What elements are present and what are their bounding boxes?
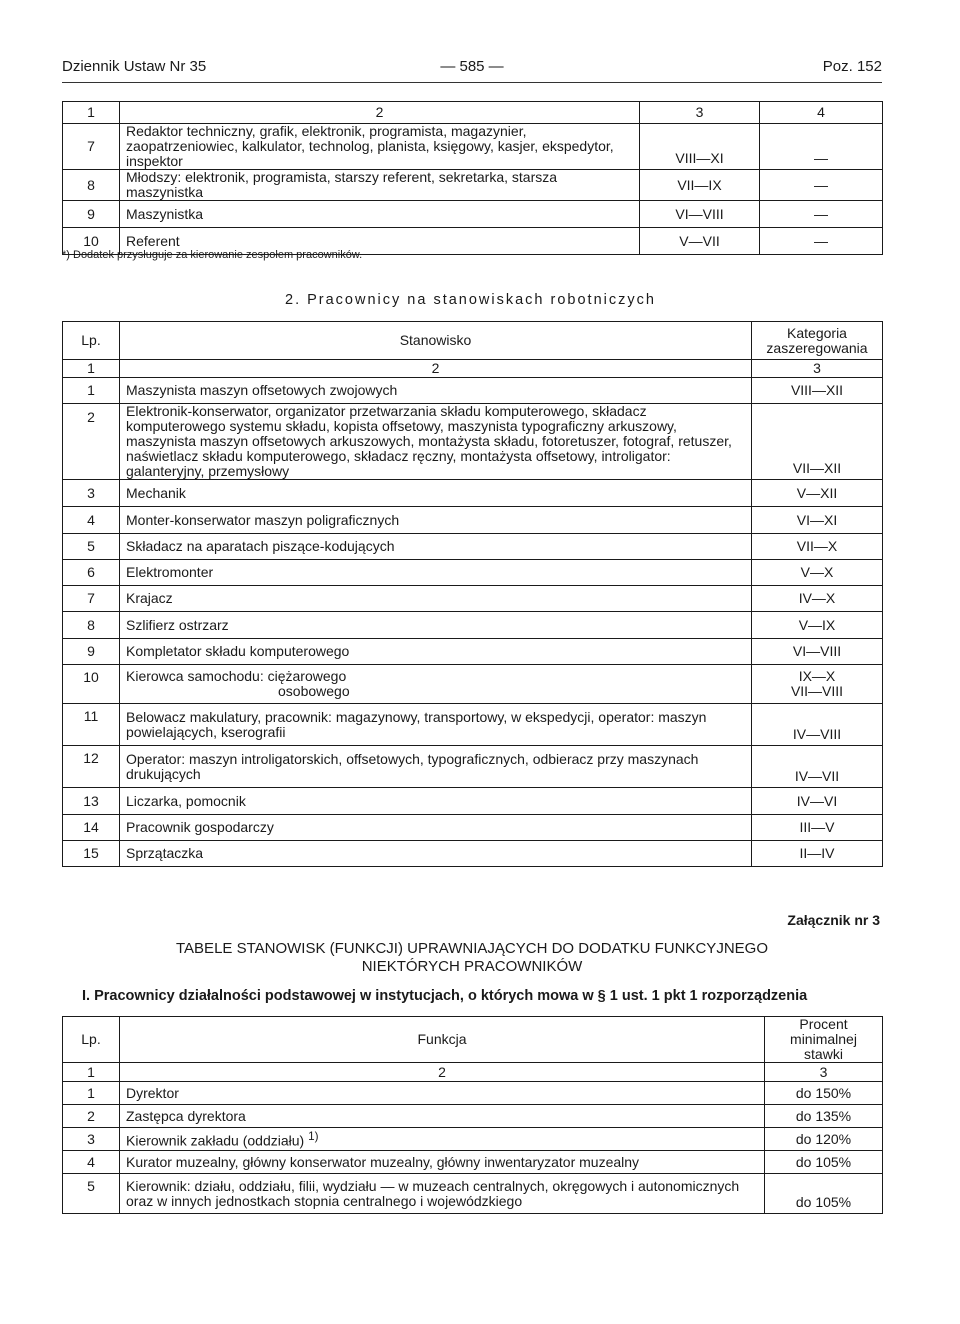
- row-name: Elektromonter: [120, 560, 752, 586]
- row-name: Krajacz: [120, 586, 752, 612]
- table-row: [63, 124, 883, 170]
- row-name: Zastępca dyrektora: [120, 1105, 765, 1128]
- row-lp: 6: [63, 560, 120, 586]
- table-header-numbers: [63, 102, 883, 124]
- row-name-group: [120, 665, 752, 704]
- header-rule: [62, 82, 882, 83]
- row-category-group: [752, 665, 883, 704]
- row-category: II—IV: [752, 841, 883, 867]
- col-number: 4: [760, 102, 883, 124]
- header-category: Kategoria zaszeregowania: [752, 322, 883, 360]
- row-category: VI—VIII: [752, 639, 883, 665]
- page-number: — 585 —: [440, 58, 504, 75]
- row-name: Kompletator składu komputerowego: [120, 639, 752, 665]
- row-name: Kierownik: działu, oddziału, filii, wydziału — w muzeach centralnych, okręgowych i autonomicznych oraz w innych jednostkach stopnia centralnego i wojewódzkiego: [120, 1174, 765, 1214]
- row-name: Kierownik zakładu (oddziału): [126, 1132, 305, 1149]
- row-lp: 12: [63, 746, 120, 788]
- row-percent: do 105%: [765, 1174, 883, 1214]
- section-subheading: I. Pracownicy działalności podstawowej w instytucjach, o których mowa w § 1 ust. 1 pkt 1 rozporządzenia: [82, 988, 808, 1004]
- table-row: [63, 1128, 883, 1151]
- table-row: [63, 704, 883, 746]
- row-name: Monter-konserwator maszyn poligraficznych: [120, 507, 752, 534]
- row-name: Mechanik: [120, 480, 752, 507]
- row-lp: 1: [63, 1082, 120, 1105]
- table-header: [63, 1017, 883, 1063]
- table-row: [63, 665, 883, 704]
- table-row: [63, 788, 883, 815]
- header-function: Funkcja: [120, 1017, 765, 1063]
- row-category: VII—IX: [640, 170, 760, 201]
- col-number: 1: [63, 1063, 120, 1082]
- table-row: [63, 1105, 883, 1128]
- row-category: V—VII: [640, 228, 760, 255]
- row-lp: 9: [63, 639, 120, 665]
- row-percent: do 120%: [765, 1128, 883, 1151]
- row-category: IV—VII: [752, 746, 883, 788]
- row-name: Składacz na aparatach piszące-kodujących: [120, 534, 752, 560]
- row-lp: 10: [63, 665, 120, 704]
- row-lp: 5: [63, 1174, 120, 1214]
- row-name: Referent: [120, 228, 640, 255]
- row-category: III—V: [752, 815, 883, 841]
- row-lp: 14: [63, 815, 120, 841]
- page-header: [62, 58, 882, 80]
- col-number: 3: [640, 102, 760, 124]
- row-lp: 7: [63, 124, 120, 170]
- row-lp: 13: [63, 788, 120, 815]
- row-category: VII—X: [752, 534, 883, 560]
- row-lp: 4: [63, 1151, 120, 1174]
- footnote-ref: 1): [308, 1130, 319, 1144]
- col-number: 2: [120, 102, 640, 124]
- row-name: Młodszy: elektronik, programista, starszy referent, sekretarka, starsza maszynistka: [120, 170, 640, 201]
- row-name: Kurator muzealny, główny konserwator muzealny, główny inwentaryzator muzealny: [120, 1151, 765, 1174]
- row-lp: 9: [63, 201, 120, 228]
- row-name: Operator: maszyn introligatorskich, offsetowych, typograficznych, odbieracz przy maszynach drukujących: [120, 746, 752, 788]
- table-row: [63, 560, 883, 586]
- table-row: [63, 612, 883, 639]
- row-category: V—X: [752, 560, 883, 586]
- worker-positions-table: [62, 321, 883, 867]
- table-row: [63, 201, 883, 228]
- col-number: 3: [765, 1063, 883, 1082]
- table-row: [63, 404, 883, 480]
- row-extra: —: [760, 170, 883, 201]
- row-lp: 11: [63, 704, 120, 746]
- table-row: [63, 378, 883, 404]
- functions-table: [62, 1016, 883, 1214]
- table-row: [63, 1151, 883, 1174]
- footnote: *) Dodatek przysługuje za kierowanie zespołem pracowników.: [62, 249, 363, 261]
- table-row: [63, 815, 883, 841]
- row-lp: 3: [63, 1128, 120, 1151]
- row-name: Elektronik-konserwator, organizator przetwarzania składu komputerowego, składacz komputerowego systemu składu, kopista offsetowy, maszynista typograficzny arkuszowy, maszynista maszyn offsetowych arkuszowych, montażysta składu, fotoretuszer, fotograf, retuszer, naświetlacz składu komputerowego, składacz ręczny, montażysta offsetowy, introligator: galanteryjny, przemysłowy: [120, 404, 752, 480]
- col-number: 2: [120, 1063, 765, 1082]
- row-category: V—XII: [752, 480, 883, 507]
- col-number: 2: [120, 360, 752, 378]
- position-number: Poz. 152: [822, 58, 882, 75]
- row-lp: 8: [63, 612, 120, 639]
- row-lp: 3: [63, 480, 120, 507]
- row-category: VI—VIII: [640, 201, 760, 228]
- row-name: Kierowca samochodu: ciężarowego: [126, 668, 347, 684]
- table-row: [63, 480, 883, 507]
- table-row: [63, 639, 883, 665]
- row-lp: 1: [63, 378, 120, 404]
- row-lp: 7: [63, 586, 120, 612]
- table-row: [63, 586, 883, 612]
- row-percent: do 135%: [765, 1105, 883, 1128]
- table-row: [63, 507, 883, 534]
- table-header: [63, 322, 883, 360]
- row-name: Liczarka, pomocnik: [120, 788, 752, 815]
- header-position: Stanowisko: [120, 322, 752, 360]
- row-category: IV—VI: [752, 788, 883, 815]
- row-category: IX—X: [798, 668, 836, 684]
- row-name: Dyrektor: [120, 1082, 765, 1105]
- row-lp: 2: [63, 404, 120, 480]
- row-name: Maszynista maszyn offsetowych zwojowych: [120, 378, 752, 404]
- row-name-cell: [120, 1128, 765, 1151]
- section-title: 2. Pracownicy na stanowiskach robotniczych: [285, 292, 656, 308]
- row-category: VII—XII: [752, 404, 883, 480]
- row-lp: 8: [63, 170, 120, 201]
- col-number: 3: [752, 360, 883, 378]
- col-number: 1: [63, 102, 120, 124]
- row-category: VIII—XII: [752, 378, 883, 404]
- row-name: Maszynistka: [120, 201, 640, 228]
- row-extra: —: [760, 228, 883, 255]
- row-category: IV—X: [752, 586, 883, 612]
- positions-table-continued: [62, 101, 883, 255]
- table-row: [63, 746, 883, 788]
- row-lp: 4: [63, 507, 120, 534]
- table-row: [63, 1082, 883, 1105]
- table-row: [63, 534, 883, 560]
- row-percent: do 150%: [765, 1082, 883, 1105]
- row-name: Belowacz makulatury, pracownik: magazynowy, transportowy, w ekspedycji, operator: maszyn powielających, kserografii: [120, 704, 752, 746]
- table-header-numbers: [63, 360, 883, 378]
- row-name: Redaktor techniczny, grafik, elektronik, programista, magazynier, zaopatrzeniowiec, kalkulator, technolog, planista, księgowy, kasjer, ekspedytor, inspektor: [120, 124, 640, 170]
- row-lp: 15: [63, 841, 120, 867]
- row-category: V—IX: [752, 612, 883, 639]
- row-extra: —: [760, 124, 883, 170]
- row-name: Sprzątaczka: [120, 841, 752, 867]
- row-percent: do 105%: [765, 1151, 883, 1174]
- row-name: Szlifierz ostrzarz: [120, 612, 752, 639]
- row-extra: —: [760, 201, 883, 228]
- row-category-secondary: VII—VIII: [790, 683, 844, 699]
- row-name: Pracownik gospodarczy: [120, 815, 752, 841]
- header-lp: Lp.: [63, 322, 120, 360]
- row-lp: 2: [63, 1105, 120, 1128]
- journal-title: Dziennik Ustaw Nr 35: [62, 58, 207, 75]
- row-category: VIII—XI: [640, 124, 760, 170]
- row-category: IV—VIII: [752, 704, 883, 746]
- table-row: [63, 170, 883, 201]
- row-category: VI—XI: [752, 507, 883, 534]
- header-percent: Procent minimalnej stawki: [765, 1017, 883, 1063]
- table-row: [63, 841, 883, 867]
- row-lp: 10: [63, 228, 120, 255]
- header-lp: Lp.: [63, 1017, 120, 1063]
- col-number: 1: [63, 360, 120, 378]
- main-title: TABELE STANOWISK (FUNKCJI) UPRAWNIAJĄCYCH DO DODATKU FUNKCYJNEGO NIEKTÓRYCH PRACOWNIKÓW: [176, 940, 768, 975]
- row-name-secondary: osobowego: [278, 683, 350, 699]
- annex-label: Załącznik nr 3: [787, 912, 880, 928]
- table-header-numbers: [63, 1063, 883, 1082]
- row-lp: 5: [63, 534, 120, 560]
- table-row: [63, 1174, 883, 1214]
